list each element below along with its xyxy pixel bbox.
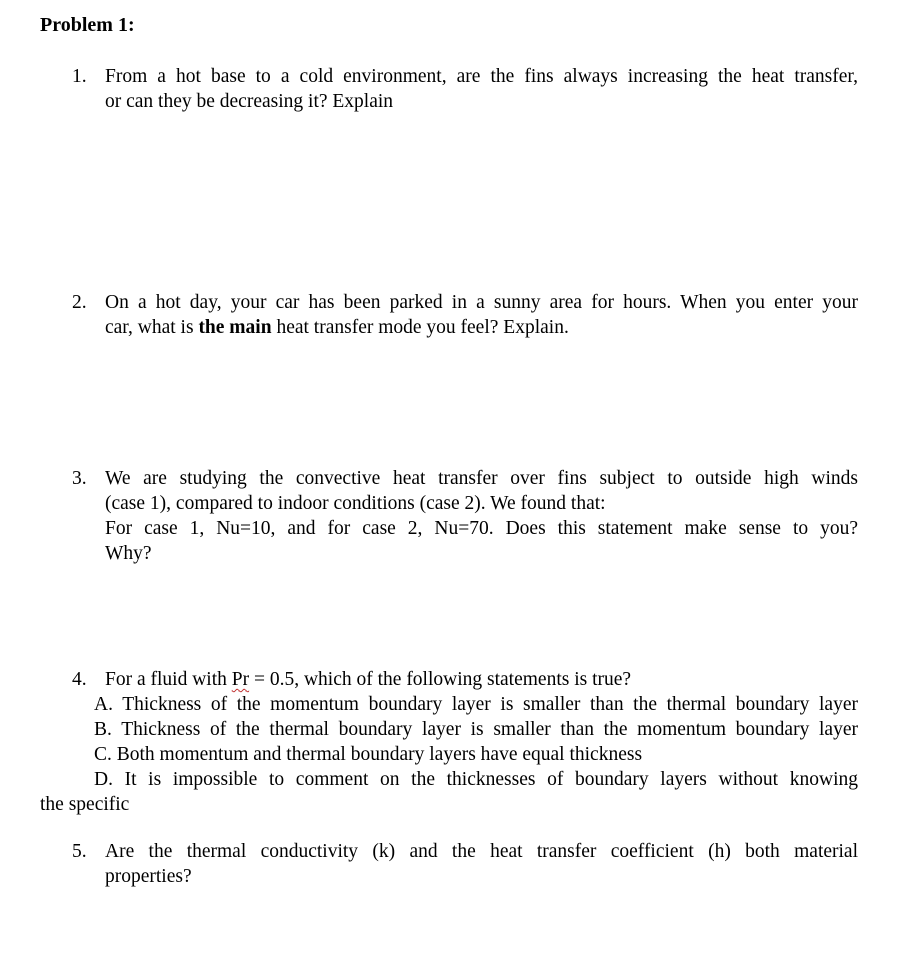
question-text-line: We are studying the convective heat transfer over fins subject to outside high winds [105, 468, 858, 489]
question-number: 3. [72, 468, 87, 489]
prandtl-symbol: Pr [231, 669, 250, 690]
question-text-line: or can they be decreasing it? Explain [105, 91, 394, 112]
question-2 [72, 290, 858, 340]
problem-title: Problem 1: [40, 14, 135, 36]
option-a: A. Thickness of the momentum boundary layer is smaller than the thermal boundary layer [94, 694, 858, 715]
question-text: heat transfer mode you feel? Explain. [271, 317, 569, 338]
option-b: B. Thickness of the thermal boundary layer is smaller than the momentum boundary layer [94, 719, 858, 740]
question-text-line [105, 315, 858, 340]
question-text-line: (case 1), compared to indoor conditions (case 2). We found that: [105, 493, 606, 514]
question-text-line: properties? [105, 866, 192, 887]
option-d: D. It is impossible to comment on the thicknesses of boundary layers without knowing [94, 769, 858, 790]
question-number: 5. [72, 841, 87, 862]
emphasis-text: the main [198, 317, 272, 338]
question-4 [72, 667, 858, 692]
question-text: = 0.5, which of the following statements is true? [249, 669, 632, 690]
question-number: 2. [72, 292, 87, 313]
question-text-line: Why? [105, 543, 152, 564]
question-3 [72, 466, 858, 566]
question-text: car, what is [105, 317, 199, 338]
option-c: C. Both momentum and thermal boundary layers have equal thickness [94, 744, 643, 765]
question-1 [72, 64, 858, 114]
question-text: For a fluid with [105, 669, 232, 690]
question-number: 4. [72, 669, 87, 690]
question-text-line: From a hot base to a cold environment, are the fins always increasing the heat transfer, [105, 66, 858, 87]
question-text-line: Are the thermal conductivity (k) and the heat transfer coefficient (h) both material [105, 841, 858, 862]
question-text-line: On a hot day, your car has been parked in a sunny area for hours. When you enter your [105, 292, 858, 313]
question-5 [72, 839, 858, 889]
question-text-line [105, 667, 858, 692]
question-number: 1. [72, 66, 87, 87]
question-text-line: For case 1, Nu=10, and for case 2, Nu=70. Does this statement make sense to you? [105, 518, 858, 539]
option-d-continued: the specific [40, 794, 130, 815]
answer-options [40, 692, 858, 817]
